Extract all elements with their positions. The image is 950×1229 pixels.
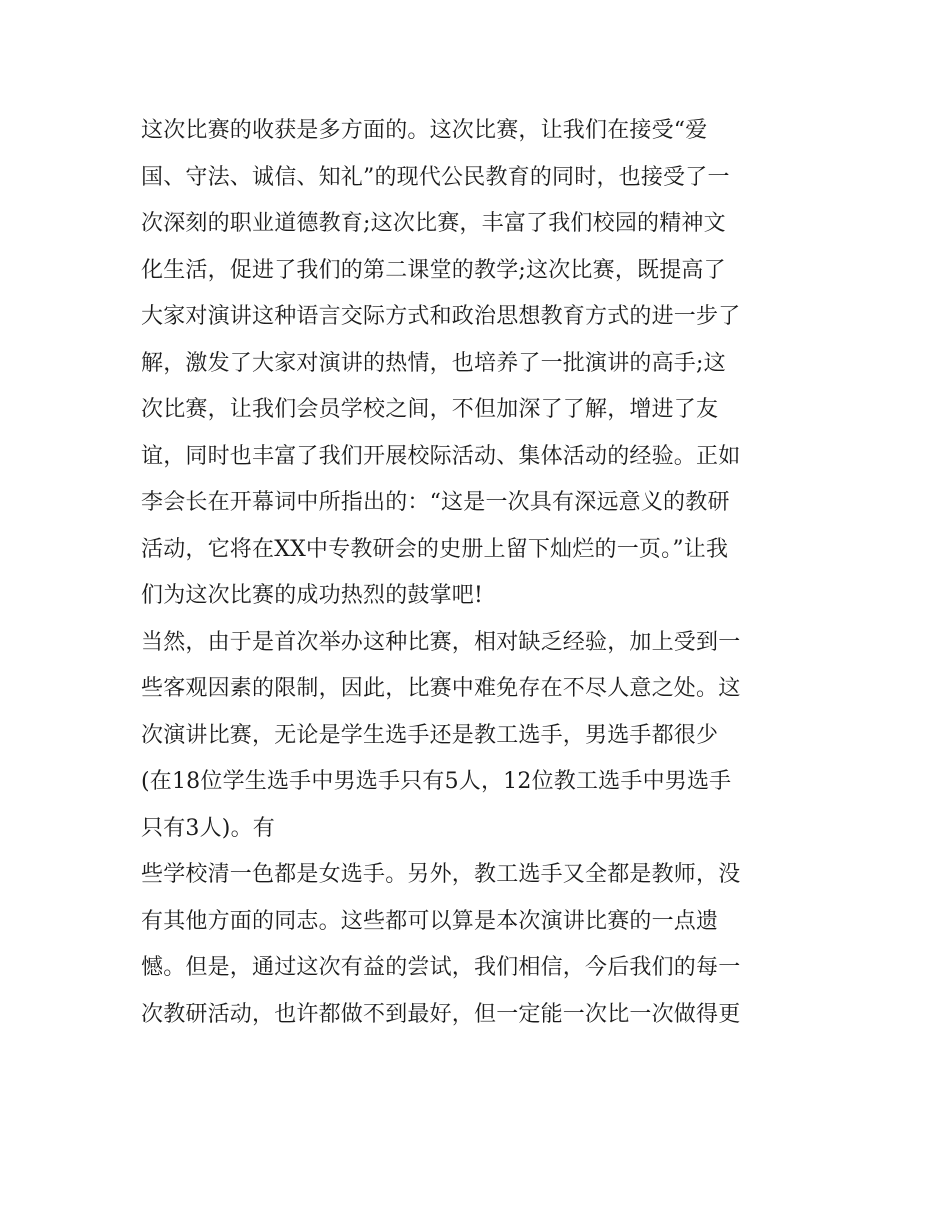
text-line: 李会长在开幕词中所指出的：“这是一次具有深远意义的教研 [141,490,730,515]
text-line: 这次比赛的收获是多方面的。这次比赛，让我们在接受“爱 [141,118,708,143]
text-line: 解，激发了大家对演讲的热情，也培养了一批演讲的高手;这 [141,350,726,376]
text-line: 大家对演讲这种语言交际方式和政治思想教育方式的进一步了 [141,304,741,329]
text-line: 国、守法、诚信、知礼”的现代公民教育的同时，也接受了一 [141,164,730,190]
text-line: 当然，由于是首次举办这种比赛，相对缺乏经验，加上受到一 [141,629,741,655]
text-line: 谊，同时也丰富了我们开展校际活动、集体活动的经验。正如 [141,443,741,469]
text-line: (在18位学生选手中男选手只有5人，12位教工选手中男选手 [141,769,732,794]
text-line: 活动，它将在XX中专教研会的史册上留下灿烂的一页。”让我 [141,536,729,562]
document-body [141,108,821,1038]
text-line: 次教研活动，也许都做不到最好，但一定能一次比一次做得更 [141,1001,741,1027]
text-line: 有其他方面的同志。这些都可以算是本次演讲比赛的一点遗 [141,908,719,934]
text-line: 只有3人)。有 [141,815,275,841]
text-line: 些客观因素的限制，因此，比赛中难免存在不尽人意之处。这 [141,676,741,701]
text-line: 们为这次比赛的成功热烈的鼓掌吧! [141,583,484,608]
text-line: 憾。但是，通过这次有益的尝试，我们相信，今后我们的每一 [141,955,741,980]
text-line: 化生活，促进了我们的第二课堂的教学;这次比赛，既提高了 [141,257,726,283]
text-line: 次深刻的职业道德教育;这次比赛，丰富了我们校园的精神文 [141,211,726,236]
text-line: 次演讲比赛，无论是学生选手还是教工选手，男选手都很少 [141,722,719,748]
text-line: 些学校清一色都是女选手。另外，教工选手又全都是教师，没 [141,862,741,887]
text-line: 次比赛，让我们会员学校之间，不但加深了了解，增进了友 [141,397,719,422]
